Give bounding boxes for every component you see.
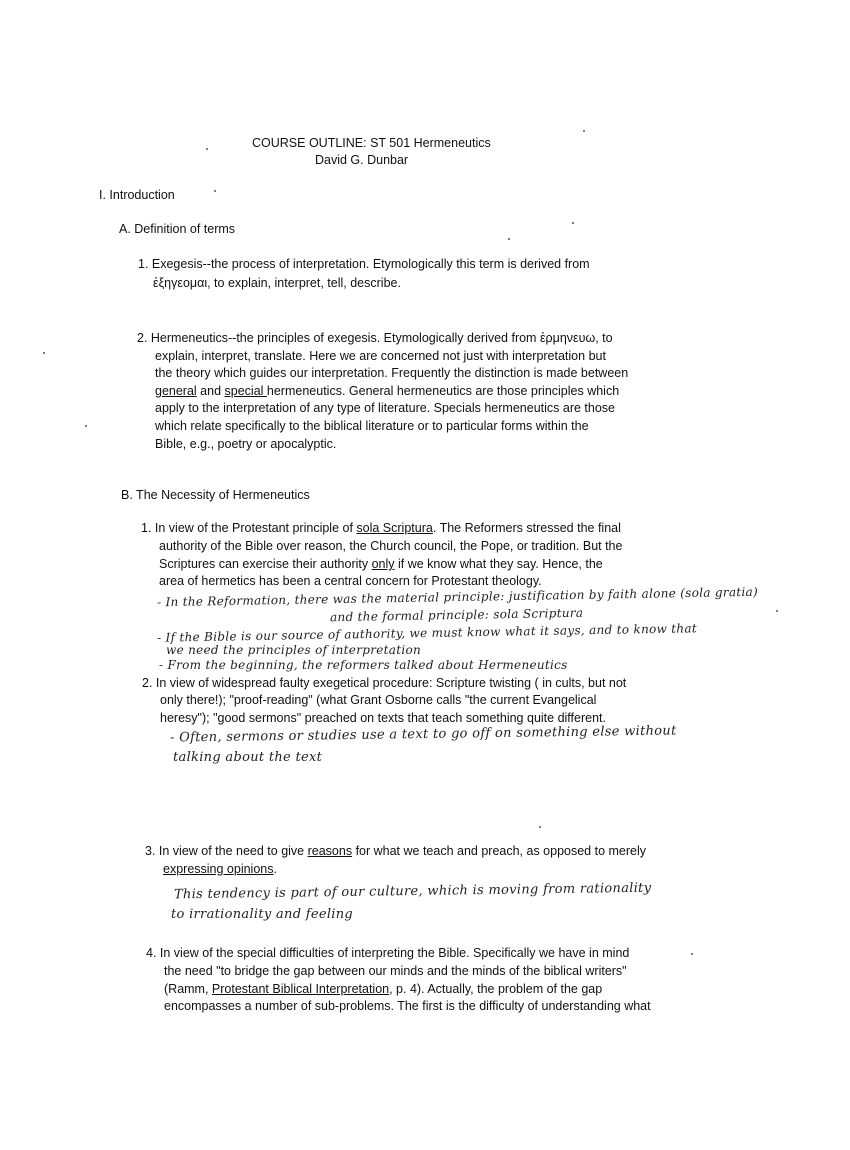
item-faulty-exegesis-line1: 2. In view of widespread faulty exegetical procedure: Scripture twisting ( in cults, but not bbox=[142, 676, 627, 690]
item-difficulties-line1: 4. In view of the special difficulties of interpreting the Bible. Specifically we have in mind bbox=[146, 946, 630, 960]
underlined-sola-scriptura: sola Scriptura bbox=[356, 521, 433, 535]
item-hermeneutics-line1: 2. Hermeneutics--the principles of exegesis. Etymologically derived from ἑρμηνευω, to bbox=[137, 331, 613, 345]
item-hermeneutics-line4: general and special hermeneutics. General hermeneutics are those principles which bbox=[155, 384, 620, 398]
handwritten-note-sermons: - Often, sermons or studies use a text to go off on something else without bbox=[169, 723, 677, 746]
underlined-expressing-opinions: expressing opinions bbox=[163, 862, 274, 876]
underlined-general: general bbox=[155, 384, 197, 398]
item-exegesis-line1: 1. Exegesis--the process of interpretation. Etymologically this term is derived from bbox=[138, 257, 590, 271]
handwritten-note-culture: This tendency is part of our culture, which is moving from rationality bbox=[173, 880, 652, 903]
underlined-protestant-biblical-interpretation: Protestant Biblical Interpretation bbox=[211, 982, 390, 996]
item-faulty-exegesis-line2: only there!); "proof-reading" (what Grant Osborne calls "the current Evangelical bbox=[160, 693, 597, 707]
handwritten-note-principles: we need the principles of interpretation bbox=[166, 643, 422, 657]
underlined-only: only bbox=[371, 557, 395, 571]
item-hermeneutics-line6: which relate specifically to the biblical literature or to particular forms within the bbox=[155, 419, 589, 433]
item-reasons-line1: 3. In view of the need to give reasons for what we teach and preach, as opposed to merely bbox=[145, 844, 647, 858]
scan-speck bbox=[206, 148, 208, 150]
handwritten-note-reformers: - From the beginning, the reformers talked about Hermeneutics bbox=[159, 658, 568, 672]
section-heading-introduction: I. Introduction bbox=[99, 188, 175, 202]
subsection-heading-definition: A. Definition of terms bbox=[119, 222, 236, 236]
handwritten-note-formal-principle: and the formal principle: sola Scriptura bbox=[329, 605, 584, 625]
item-hermeneutics-line5: apply to the interpretation of any type of literature. Specials hermeneutics are those bbox=[155, 401, 615, 415]
handwritten-note-irrationality: to irrationality and feeling bbox=[171, 907, 354, 922]
item-reasons-line2: expressing opinions. bbox=[163, 862, 277, 876]
item-hermeneutics-line7: Bible, e.g., poetry or apocalyptic. bbox=[155, 437, 337, 451]
item-sola-scriptura-line1: 1. In view of the Protestant principle of sola Scriptura. The Reformers stressed the final bbox=[141, 521, 621, 535]
scan-speck bbox=[539, 826, 541, 828]
underlined-special: special bbox=[224, 384, 267, 398]
scan-speck bbox=[776, 610, 778, 612]
item-difficulties-line4: encompasses a number of sub-problems. The first is the difficulty of understanding what bbox=[164, 999, 651, 1013]
handwritten-note-talking: talking about the text bbox=[173, 750, 323, 765]
handwritten-note-reformation: - In the Reformation, there was the material principle: justification by faith alone (sola gratia) bbox=[156, 584, 759, 610]
item-exegesis-line2: ἐξηγεομαι, to explain, interpret, tell, describe. bbox=[153, 276, 401, 290]
subsection-heading-necessity: B. The Necessity of Hermeneutics bbox=[121, 488, 310, 502]
item-difficulties-line3: (Ramm, Protestant Biblical Interpretation, p. 4). Actually, the problem of the gap bbox=[164, 982, 603, 996]
item-sola-scriptura-line2: authority of the Bible over reason, the Church council, the Pope, or tradition. But the bbox=[159, 539, 623, 553]
item-faulty-exegesis-line3: heresy"); "good sermons" preached on texts that teach something quite different. bbox=[160, 711, 606, 725]
course-title: COURSE OUTLINE: ST 501 Hermeneutics bbox=[252, 136, 491, 150]
item-sola-scriptura-line3: Scriptures can exercise their authority only if we know what they say. Hence, the bbox=[159, 557, 603, 571]
scan-speck bbox=[583, 130, 585, 132]
item-hermeneutics-line2: explain, interpret, translate. Here we are concerned not just with interpretation but bbox=[155, 349, 606, 363]
scan-speck bbox=[43, 352, 45, 354]
scan-speck bbox=[508, 238, 510, 240]
handwritten-note-authority: - If the Bible is our source of authority, we must know what it says, and to know that bbox=[156, 621, 698, 645]
underlined-reasons: reasons bbox=[307, 844, 353, 858]
item-difficulties-line2: the need "to bridge the gap between our minds and the minds of the biblical writers" bbox=[164, 964, 627, 978]
scan-speck bbox=[214, 190, 216, 192]
scan-speck bbox=[691, 953, 693, 955]
item-sola-scriptura-line4: area of hermetics has been a central concern for Protestant theology. bbox=[159, 574, 542, 588]
item-hermeneutics-line3: the theory which guides our interpretation. Frequently the distinction is made between bbox=[155, 366, 629, 380]
scan-speck bbox=[85, 425, 87, 427]
scan-speck bbox=[572, 222, 574, 224]
author-name: David G. Dunbar bbox=[315, 153, 409, 167]
